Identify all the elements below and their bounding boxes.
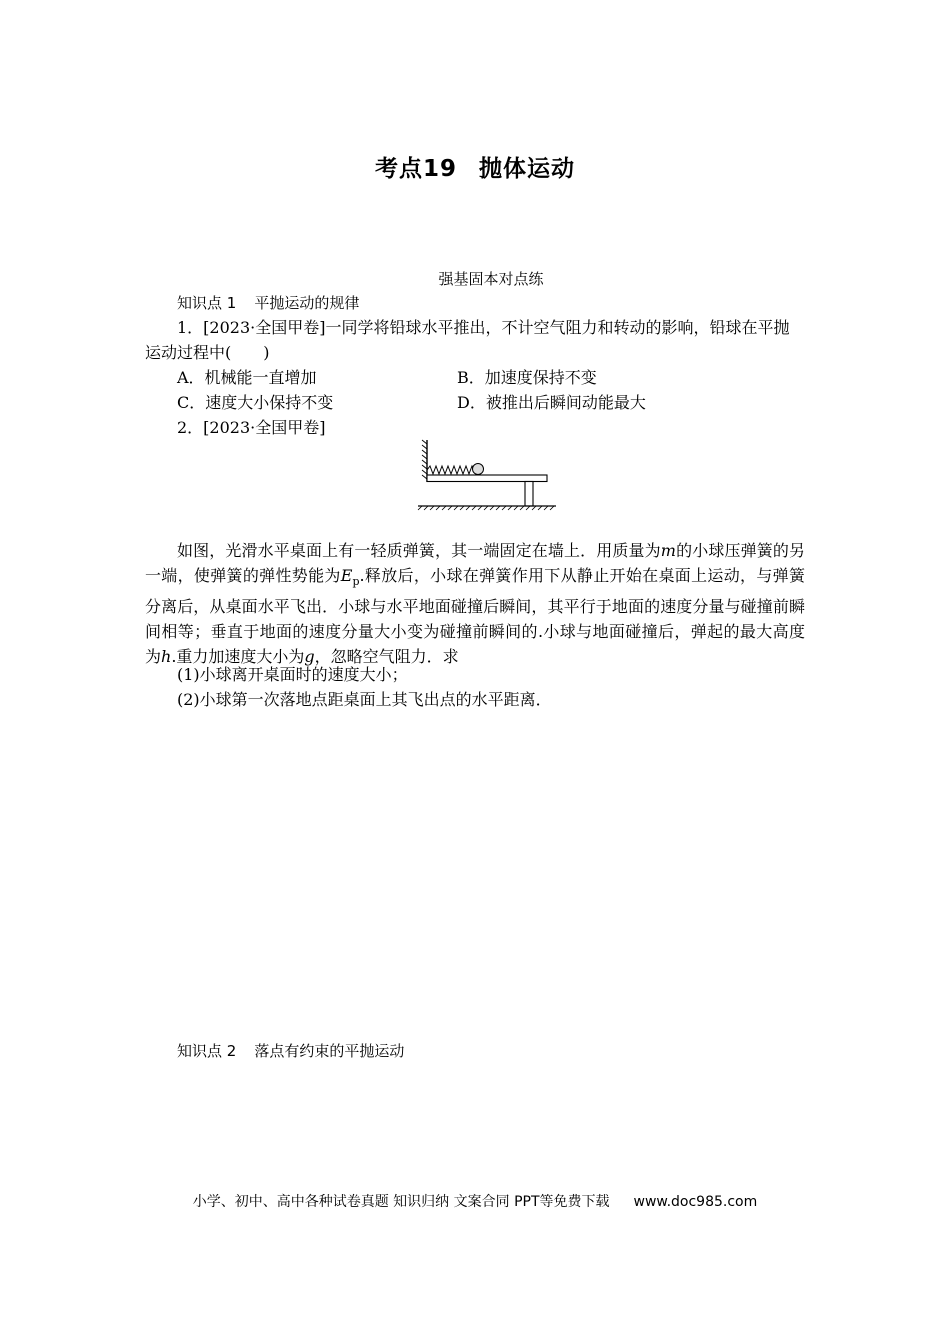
var-e: E bbox=[340, 566, 353, 585]
q1-option-b: B．加速度保持不变 bbox=[457, 368, 597, 387]
knowledge-point-2-heading bbox=[177, 1040, 404, 1061]
q2-text-2: 的小球压弹簧的另一端，使弹簧的弹性势能为 bbox=[145, 541, 805, 585]
knowledge-point-label: 知识点 2 bbox=[177, 1042, 237, 1060]
q1-option-a: A．机械能一直增加 bbox=[177, 368, 317, 387]
var-e-subscript: p bbox=[352, 575, 360, 589]
q2-text-6: ，忽略空气阻力．求 bbox=[314, 647, 459, 667]
q2-text-1: 如图，光滑水平桌面上有一轻质弹簧，其一端固定在墙上．用质量为 bbox=[177, 541, 661, 560]
footer-url[interactable]: www.doc985.com bbox=[633, 1194, 758, 1210]
q1-option-c: C．速度大小保持不变 bbox=[177, 393, 334, 412]
page-footer bbox=[0, 1191, 950, 1211]
q2-text-5: .重力加速度大小为 bbox=[171, 647, 305, 667]
q1-stem-line2: 运动过程中( ) bbox=[145, 343, 270, 362]
q2-problem-paragraph bbox=[145, 538, 805, 669]
var-h: h bbox=[161, 647, 172, 667]
q2-subquestion-2: (2)小球第一次落地点距桌面上其飞出点的水平距离． bbox=[177, 690, 552, 709]
q1-stem-line1: 1．[2023·全国甲卷]一同学将铅球水平推出，不计空气阻力和转动的影响，铅球在平抛 bbox=[177, 318, 790, 337]
var-g: g bbox=[304, 647, 315, 667]
spring-table-diagram bbox=[410, 436, 560, 512]
q2-source: 2．[2023·全国甲卷] bbox=[177, 418, 326, 437]
q1-option-d: D．被推出后瞬间动能最大 bbox=[457, 393, 646, 412]
q2-subquestion-1: (1)小球离开桌面时的速度大小； bbox=[177, 665, 408, 684]
footer-text: 小学、初中、高中各种试卷真题 知识归纳 文案合同 PPT等免费下载 bbox=[192, 1194, 610, 1210]
q2-fraction-slot: . bbox=[537, 622, 544, 642]
q2-text-4: 小球与地面碰撞后，弹起的最大高度为 bbox=[145, 622, 805, 667]
knowledge-point-topic: 平抛运动的规律 bbox=[254, 294, 360, 312]
knowledge-point-1-heading bbox=[177, 292, 359, 313]
section-heading: 强基固本对点练 bbox=[438, 270, 544, 288]
q2-text-3: .释放后，小球在弹簧作用下从静止开始在桌面上运动，与弹簧分离后，从桌面水平飞出．小球与水平地面碰撞后瞬间，其平行于地面的速度分量与碰撞前瞬间相等；垂直于地面的速度分量大小变为碰撞前瞬间的 bbox=[145, 566, 805, 642]
knowledge-point-topic: 落点有约束的平抛运动 bbox=[254, 1042, 405, 1060]
title-number: 19 bbox=[422, 156, 457, 182]
knowledge-point-label: 知识点 1 bbox=[177, 294, 237, 312]
title-topic: 抛体运动 bbox=[479, 156, 575, 182]
page-title bbox=[0, 150, 950, 183]
var-m: m bbox=[660, 541, 676, 560]
title-prefix: 考点 bbox=[374, 156, 423, 182]
